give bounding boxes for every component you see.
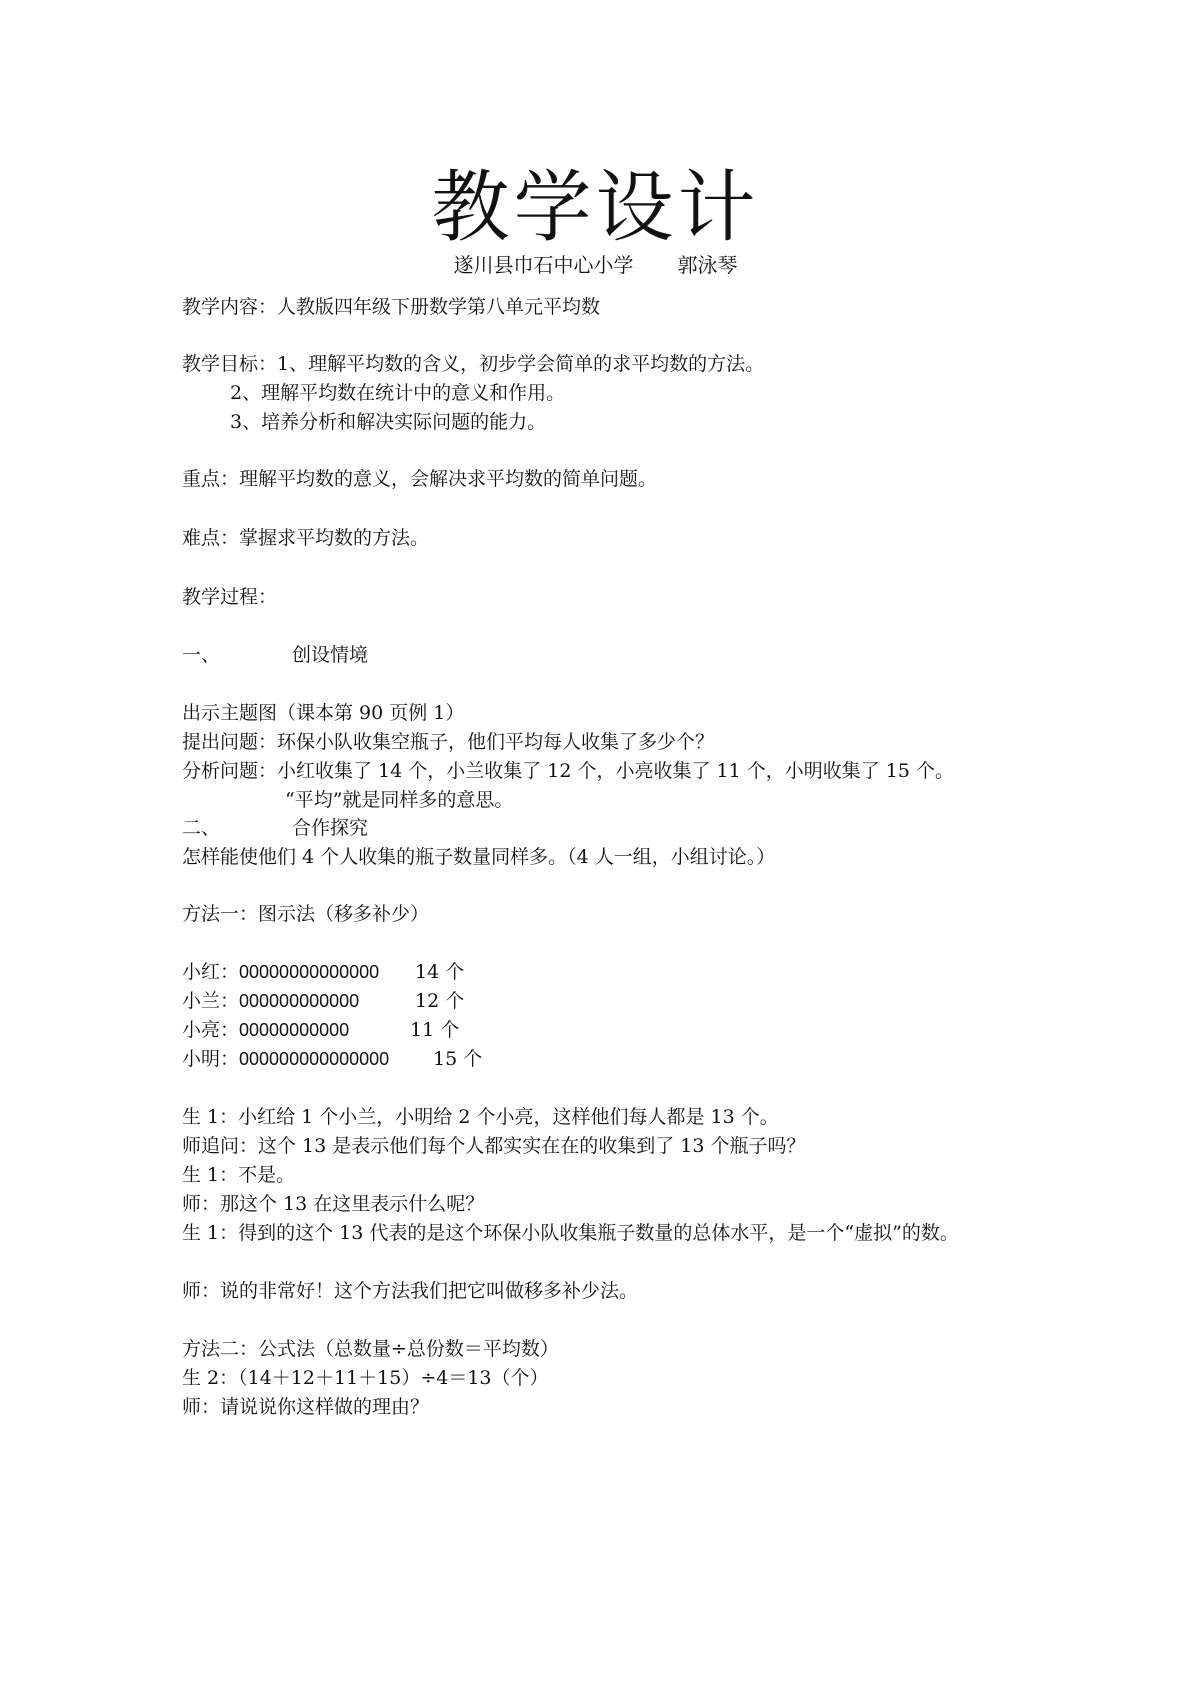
school-name: 遂川县巾石中心小学 [453,253,634,277]
dialogue-line: 生 1：小红给 1 个小兰，小明给 2 个小亮，这样他们每人都是 13 个。 [182,1106,779,1128]
tally-name: 小亮： [182,1019,240,1041]
dialogue-line: 生 1：不是。 [182,1164,296,1186]
tally-row [182,1015,459,1045]
tally-name: 小兰： [182,990,240,1012]
difficulty: 难点：掌握求平均数的方法。 [182,527,430,549]
section-1-number: 一、 [182,644,221,666]
document-title: 教学设计 [431,163,760,253]
dialogue-line: 师：请说说你这样做的理由？ [182,1396,430,1418]
discussion-question: 怎样能使他们 4 个人收集的瓶子数量同样多。（4 人一组，小组讨论。） [182,846,776,868]
teaching-content: 教学内容：人教版四年级下册数学第八单元平均数 [182,296,601,318]
tally-marks: 000000000000000 [239,1049,390,1069]
section-2-number: 二、 [182,817,221,839]
goal-1: 教学目标：1、理解平均数的含义，初步学会简单的求平均数的方法。 [182,353,765,375]
dialogue-line: 生 2：（14＋12＋11＋15）÷4＝13（个） [182,1367,549,1389]
tally-marks: 000000000000 [239,991,360,1011]
process-heading: 教学过程： [182,586,278,608]
section-2-heading [182,813,368,843]
tally-row [182,986,464,1016]
tally-row [182,957,464,987]
goal-2: 2、理解平均数在统计中的意义和作用。 [230,382,566,404]
tally-marks: 00000000000 [239,1020,350,1040]
goal-3: 3、培养分析和解决实际问题的能力。 [230,411,547,433]
tally-marks: 00000000000000 [239,962,380,982]
section-1-heading [182,640,368,670]
tally-row [182,1044,482,1074]
intro-line-2: 提出问题：环保小队收集空瓶子，他们平均每人收集了多少个？ [182,731,715,753]
tally-name: 小明： [182,1048,240,1070]
section-2-title: 合作探究 [292,817,369,839]
dialogue-line: 师追问：这个 13 是表示他们每个人都实实在在的收集到了 13 个瓶子吗？ [182,1135,806,1157]
method-2-heading: 方法二：公式法（总数量÷总份数＝平均数） [182,1338,559,1360]
author-line [0,250,1191,280]
intro-line-3: 分析问题：小红收集了 14 个，小兰收集了 12 个，小亮收集了 11 个，小明收集了 15 个。 [182,760,955,782]
dialogue-line: 师：那这个 13 在这里表示什么呢？ [182,1193,485,1215]
tally-count: 11 个 [410,1019,460,1041]
method-1-heading: 方法一：图示法（移多补少） [182,903,430,925]
dialogue-line: 生 1：得到的这个 13 代表的是这个环保小队收集瓶子数量的总体水平，是一个“虚拟”的数。 [182,1222,959,1244]
section-1-title: 创设情境 [292,644,369,666]
dialogue-line: 师：说的非常好！这个方法我们把它叫做移多补少法。 [182,1280,639,1302]
tally-count: 12 个 [415,990,465,1012]
average-note: “平均”就是同样多的意思。 [285,789,514,811]
intro-line-1: 出示主题图（课本第 90 页例 1） [182,702,465,724]
key-point: 重点：理解平均数的意义，会解决求平均数的简单问题。 [182,468,658,490]
tally-count: 14 个 [415,961,465,983]
author-name: 郭泳琴 [677,253,738,277]
tally-count: 15 个 [433,1048,483,1070]
tally-name: 小红： [182,961,240,983]
